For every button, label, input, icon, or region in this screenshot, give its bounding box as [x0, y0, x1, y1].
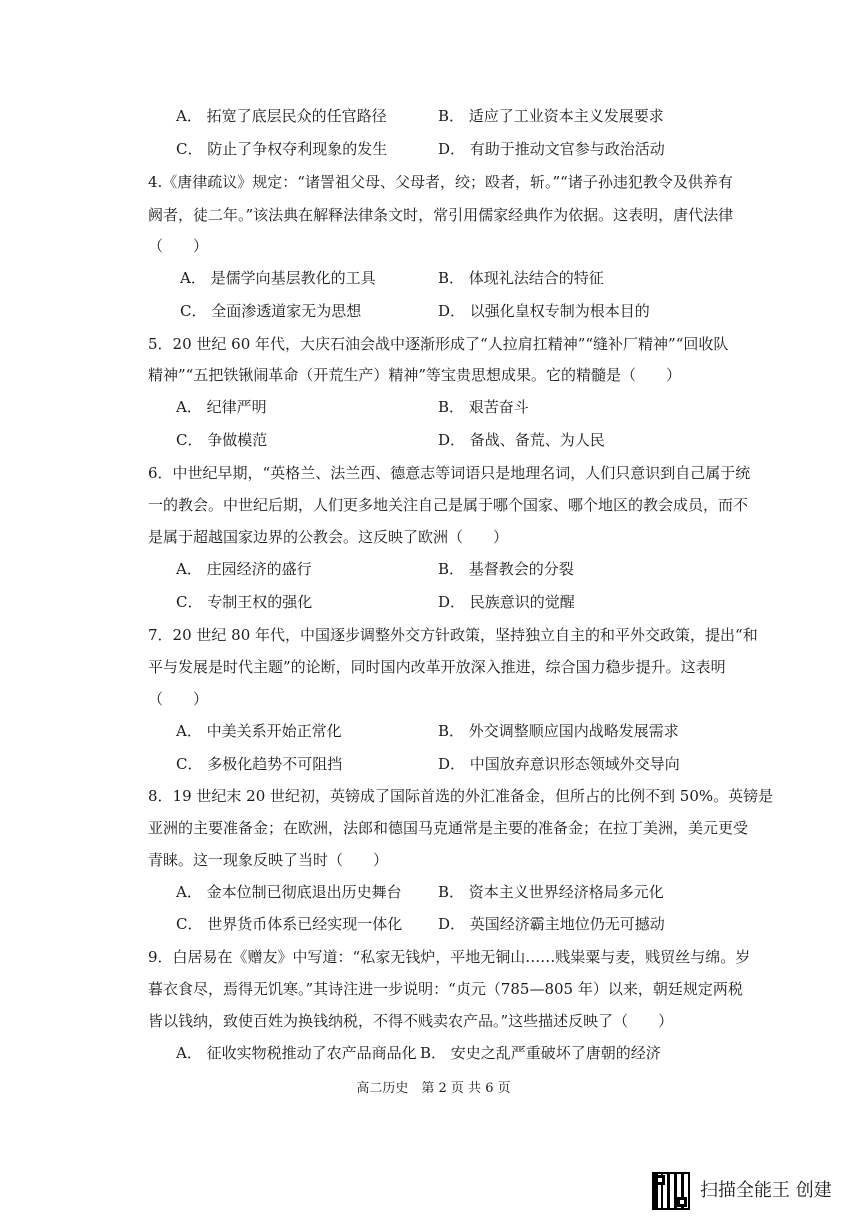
- watermark-text: 扫描全能王 创建: [700, 1180, 832, 1201]
- q7-stem-line-1: 7．20 世纪 80 年代，中国逐步调整外交方针政策，坚持独立自主的和平外交政策，提出“和: [148, 626, 758, 644]
- q3-option-b: B． 适应了工业资本主义发展要求: [438, 107, 664, 125]
- q4-stem-line-3: （ ）: [148, 237, 209, 255]
- q6-stem-line-1: 6．中世纪早期，“英格兰、法兰西、德意志等词语只是地理名词，人们只意识到自己属于统: [148, 464, 751, 482]
- q9-option-b: B． 安史之乱严重破坏了唐朝的经济: [420, 1044, 661, 1062]
- q8-option-b: B． 资本主义世界经济格局多元化: [438, 883, 664, 901]
- q7-option-a: A． 中美关系开始正常化: [176, 722, 342, 740]
- q8-option-a: A． 金本位制已彻底退出历史舞台: [176, 883, 402, 901]
- q5-option-d: D． 备战、备荒、为人民: [438, 431, 605, 449]
- q7-stem-line-2: 平与发展是时代主题”的论断，同时国内改革开放深入推进，综合国力稳步提升。这表明: [148, 658, 726, 676]
- q4-option-d: D． 以强化皇权专制为根本目的: [438, 302, 650, 320]
- q8-option-c: C． 世界货币体系已经实现一体化: [176, 915, 403, 933]
- q9-stem-line-1: 9．白居易在《赠友》中写道：“私家无钱炉，平地无铜山……贱粜粟与麦，贱贸丝与绵。岁: [148, 948, 751, 966]
- q7-option-b: B． 外交调整顺应国内战略发展需求: [438, 722, 679, 740]
- scanner-watermark: [652, 1172, 852, 1212]
- q5-stem-line-2: 精神”“五把铁锹闹革命（开荒生产）精神”等宝贵思想成果。它的精髓是（ ）: [148, 366, 682, 384]
- q8-stem-line-1: 8．19 世纪末 20 世纪初，英镑成了国际首选的外汇准备金，但所占的比例不到 50%。英镑是: [148, 787, 774, 805]
- q9-option-a: A． 征收实物税推动了农产品商品化: [176, 1044, 417, 1062]
- page-footer: 高二历史 第 2 页 共 6 页: [356, 1081, 511, 1096]
- q4-option-c: C． 全面渗透道家无为思想: [180, 302, 362, 320]
- qr-code-icon: [652, 1172, 690, 1210]
- q5-option-a: A． 纪律严明: [176, 398, 267, 416]
- q8-stem-line-3: 青睐。这一现象反映了当时（ ）: [148, 851, 389, 869]
- q5-stem-line-1: 5．20 世纪 60 年代，大庆石油会战中逐渐形成了“人拉肩扛精神”“缝补厂精神”“回收队: [148, 335, 729, 353]
- q6-stem-line-2: 一的教会。中世纪后期，人们更多地关注自己是属于哪个国家、哪个地区的教会成员，而不: [148, 496, 749, 514]
- q4-option-b: B． 体现礼法结合的特征: [438, 269, 604, 287]
- q6-stem-line-3: 是属于超越国家边界的公教会。这反映了欧洲（ ）: [148, 528, 509, 546]
- q7-option-c: C． 多极化趋势不可阻挡: [176, 755, 343, 773]
- q6-option-d: D． 民族意识的觉醒: [438, 593, 575, 611]
- q6-option-b: B． 基督教会的分裂: [438, 560, 574, 578]
- q7-option-d: D． 中国放弃意识形态领域外交导向: [438, 755, 680, 773]
- q6-option-c: C． 专制王权的强化: [176, 593, 313, 611]
- q9-stem-line-3: 皆以钱纳，致使百姓为换钱纳税，不得不贱卖农产品。”这些描述反映了（ ）: [148, 1012, 674, 1030]
- q8-option-d: D． 英国经济霸主地位仍无可撼动: [438, 915, 665, 933]
- q6-option-a: A． 庄园经济的盛行: [176, 560, 312, 578]
- q4-stem-line-2: 阙者，徒二年。”该法典在解释法律条文时，常引用儒家经典作为依据。这表明，唐代法律: [148, 206, 734, 224]
- q3-option-d: D． 有助于推动文官参与政治活动: [438, 140, 665, 158]
- q7-stem-line-3: （ ）: [148, 690, 209, 708]
- q4-option-a: A． 是儒学向基层教化的工具: [180, 269, 376, 287]
- q3-option-c: C． 防止了争权夺利现象的发生: [176, 140, 388, 158]
- q3-option-a: A． 拓宽了底层民众的任官路径: [176, 107, 387, 125]
- q9-stem-line-2: 暮衣食尽，焉得无饥寒。”其诗注进一步说明：“贞元（785—805 年）以来，朝廷规定两税: [148, 980, 743, 998]
- q5-option-b: B． 艰苦奋斗: [438, 398, 529, 416]
- q8-stem-line-2: 亚洲的主要准备金；在欧洲，法郎和德国马克通常是主要的准备金；在拉丁美洲，美元更受: [148, 819, 749, 837]
- q5-option-c: C． 争做模范: [176, 431, 268, 449]
- q4-stem-line-1: 4.《唐律疏议》规定：“诸詈祖父母、父母者，绞；殴者，斩。”“诸子孙违犯教令及供养有: [148, 173, 733, 191]
